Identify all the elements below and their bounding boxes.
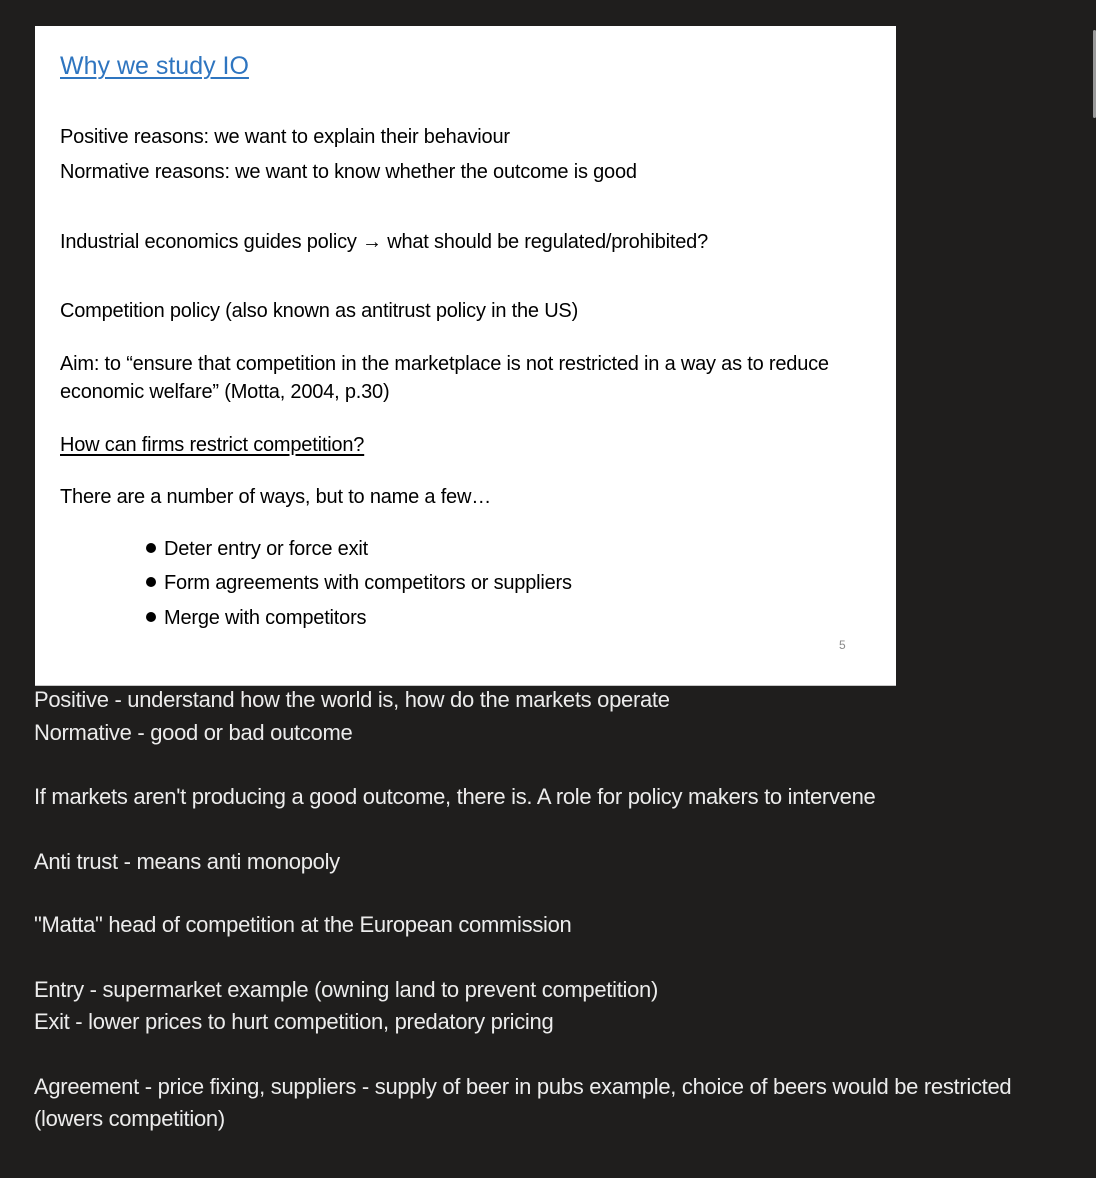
bullet-text: Deter entry or force exit: [164, 538, 368, 560]
note-line: Exit - lower prices to hurt competition, predatory pricing: [34, 1009, 554, 1034]
slide-title-link[interactable]: Why we study IO: [60, 52, 249, 80]
note-line: Entry - supermarket example (owning land to prevent competition): [34, 977, 658, 1002]
slide-bullet-item: [146, 535, 368, 563]
bullet-icon: [146, 543, 156, 553]
slide-line-ways: There are a number of ways, but to name a few…: [60, 486, 492, 508]
slide-line-competition-policy: Competition policy (also known as antitrust policy in the US): [60, 300, 579, 322]
slide-line-normative: Normative reasons: we want to know whether the outcome is good: [60, 161, 637, 183]
note-line: Positive - understand how the world is, how do the markets operate: [34, 687, 670, 712]
slide-heading-restrict-competition: How can firms restrict competition?: [60, 434, 365, 456]
slide-line-positive: Positive reasons: we want to explain their behaviour: [60, 126, 510, 148]
bullet-icon: [146, 612, 156, 622]
slide-image: [35, 26, 896, 686]
note-line: Anti trust - means anti monopoly: [34, 849, 340, 874]
note-line: Normative - good or bad outcome: [34, 720, 353, 745]
slide-line-aim: Aim: to “ensure that competition in the marketplace is not restricted in a way as to reduce economic welfare” (Motta, 2004, p.30): [60, 353, 829, 403]
slide-bullet-item: [146, 569, 572, 597]
slide-page-number: 5: [839, 638, 846, 652]
bullet-text: Form agreements with competitors or suppliers: [164, 572, 572, 594]
note-line: Agreement - price fixing, suppliers - supply of beer in pubs example, choice of beers would be restricted (lowers competition): [34, 1074, 1012, 1131]
slide-line-industrial: Industrial economics guides policy → what should be regulated/prohibited?: [60, 231, 709, 253]
bullet-icon: [146, 577, 156, 587]
slide-bullet-item: [146, 604, 366, 632]
bullet-text: Merge with competitors: [164, 607, 367, 629]
note-line: "Matta" head of competition at the European commission: [34, 912, 572, 937]
note-line: If markets aren't producing a good outcome, there is. A role for policy makers to intervene: [34, 784, 876, 809]
